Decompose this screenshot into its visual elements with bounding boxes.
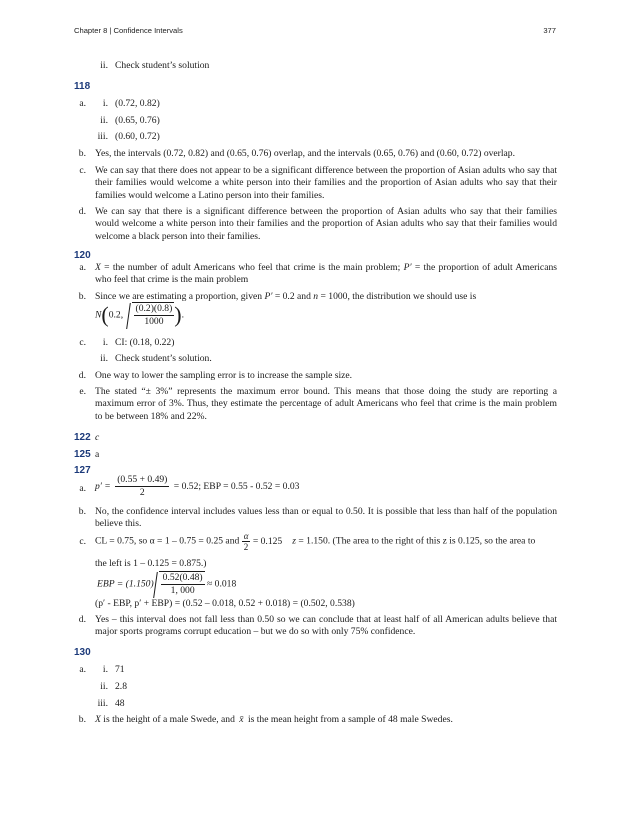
answer-text: Check student’s solution. [115, 353, 212, 364]
page-header [74, 25, 556, 37]
part-label: d. [78, 614, 86, 625]
answer-text: (0.72, 0.82) [115, 98, 160, 109]
roman-label: ii. [100, 681, 108, 692]
roman-label: iii. [97, 698, 108, 709]
answer-text: Yes, the intervals (0.72, 0.82) and (0.65, 0.76) overlap, and the intervals (0.65, 0.76) and (0.60, 0.72) overlap. [95, 148, 515, 159]
question-number-120: 120 [74, 250, 91, 261]
answer-text: 2.8 [115, 681, 127, 692]
variable: X [95, 262, 101, 273]
answer-text: CI: (0.18, 0.22) [115, 337, 175, 348]
answer-text: (0.65, 0.76) [115, 115, 160, 126]
chapter-title: Chapter 8 | Confidence Intervals [74, 26, 183, 35]
part-label: d. [78, 206, 86, 217]
part-label: a. [79, 664, 86, 675]
answer-text: c [95, 432, 100, 443]
roman-label: i. [102, 337, 108, 348]
answer-text: (p′ - EBP, p′ + EBP) = (0.52 – 0.018, 0.52 + 0.018) = (0.502, 0.538) [95, 598, 355, 609]
question-number-122: 122 [74, 432, 91, 443]
part-label: d. [78, 370, 86, 381]
part-label: a. [79, 483, 86, 494]
question-number-130: 130 [74, 647, 91, 658]
answer-text: a [95, 449, 100, 460]
roman-label: ii. [100, 115, 108, 126]
answer-text: We can say that there does not appear to be a significant difference between the proportion of Asian adults who say that their families would welcome a white person into their families and the proportion of Asian adults who say that their families would welcome a Latino person into their families. [95, 165, 557, 201]
part-label: c. [79, 337, 86, 348]
part-label: b. [78, 148, 86, 159]
part-label: a. [79, 98, 86, 109]
answer-text: No, the confidence interval includes values less than or equal to 0.50. It is possible that less than half of the population believe this. [95, 506, 557, 530]
part-label: c. [79, 165, 86, 176]
answer-text: 48 [115, 698, 125, 709]
part-label: b. [78, 291, 86, 302]
point-estimate-formula: p′ = $\frac{(0.55 + 0.49)}{2}$ = 0.52; EBP = 0.55 - 0.52 = 0.03 [95, 474, 300, 499]
question-number-127: 127 [74, 465, 91, 476]
question-number-118: 118 [74, 81, 91, 92]
answer-text: the left is 1 – 0.125 = 0.875.) [95, 558, 207, 569]
answer-text: The stated “± 3%” represents the maximum error bound. This means that those doing the study are reporting a maximum error of 3%. Thus, they estimate the percentage of adult Americans who feel that crime is the main problem to be between 18% and 22%. [95, 386, 557, 422]
distribution-formula: N(0.2, $\frac{(0.2)(0.8)}{1000}$ ). [95, 302, 185, 328]
roman-label: ii. [100, 60, 108, 71]
part-label: a. [79, 262, 86, 273]
variable: P′ [403, 262, 412, 273]
answer-text: One way to lower the sampling error is to increase the sample size. [95, 370, 353, 381]
answer-text: (0.60, 0.72) [115, 131, 160, 142]
roman-label: i. [102, 98, 108, 109]
answer-text: X = the number of adult Americans who feel that crime is the main problem; P′ = the proportion of adult Americans who feel that crime is the main problem [95, 262, 557, 286]
answer-text: CL = 0.75, so α = 1 – 0.75 = 0.25 and $\frac{\alpha}{2}$ = 0.125 z = 1.150. (The area to the right of this z is 0.125, so the area to [95, 531, 536, 552]
answer-text: Check student’s solution [115, 60, 210, 71]
roman-label: iii. [97, 131, 108, 142]
page-number: 377 [543, 26, 556, 35]
answer-text: X is the height of a male Swede, and x̄ is the mean height from a sample of 48 male Swedes. [95, 714, 453, 725]
answer-text: 71 [115, 664, 125, 675]
roman-label: ii. [100, 353, 108, 364]
part-label: b. [78, 506, 86, 517]
question-number-125: 125 [74, 449, 91, 460]
answer-text: We can say that there is a significant difference between the proportion of Asian adults who say that their families would welcome a white person into their families and the proportion of Asian adults who say that their families would welcome a black person into their families. [95, 206, 557, 242]
answer-text: Since we are estimating a proportion, given P′ = 0.2 and n = 1000, the distribution we should use is [95, 291, 477, 302]
answer-text: Yes – this interval does not fall less than 0.50 so we can conclude that at least half of all American adults believe that major sports programs corrupt education – but we do so with only 75% confidence. [95, 614, 557, 638]
part-label: b. [78, 714, 86, 725]
error-bound-formula: EBP = (1.150) $\frac{0.52(0.48)}{1, 000}$ ≈ 0.018 [97, 572, 237, 597]
part-label: e. [79, 386, 86, 397]
part-label: c. [79, 536, 86, 547]
roman-label: i. [102, 664, 108, 675]
